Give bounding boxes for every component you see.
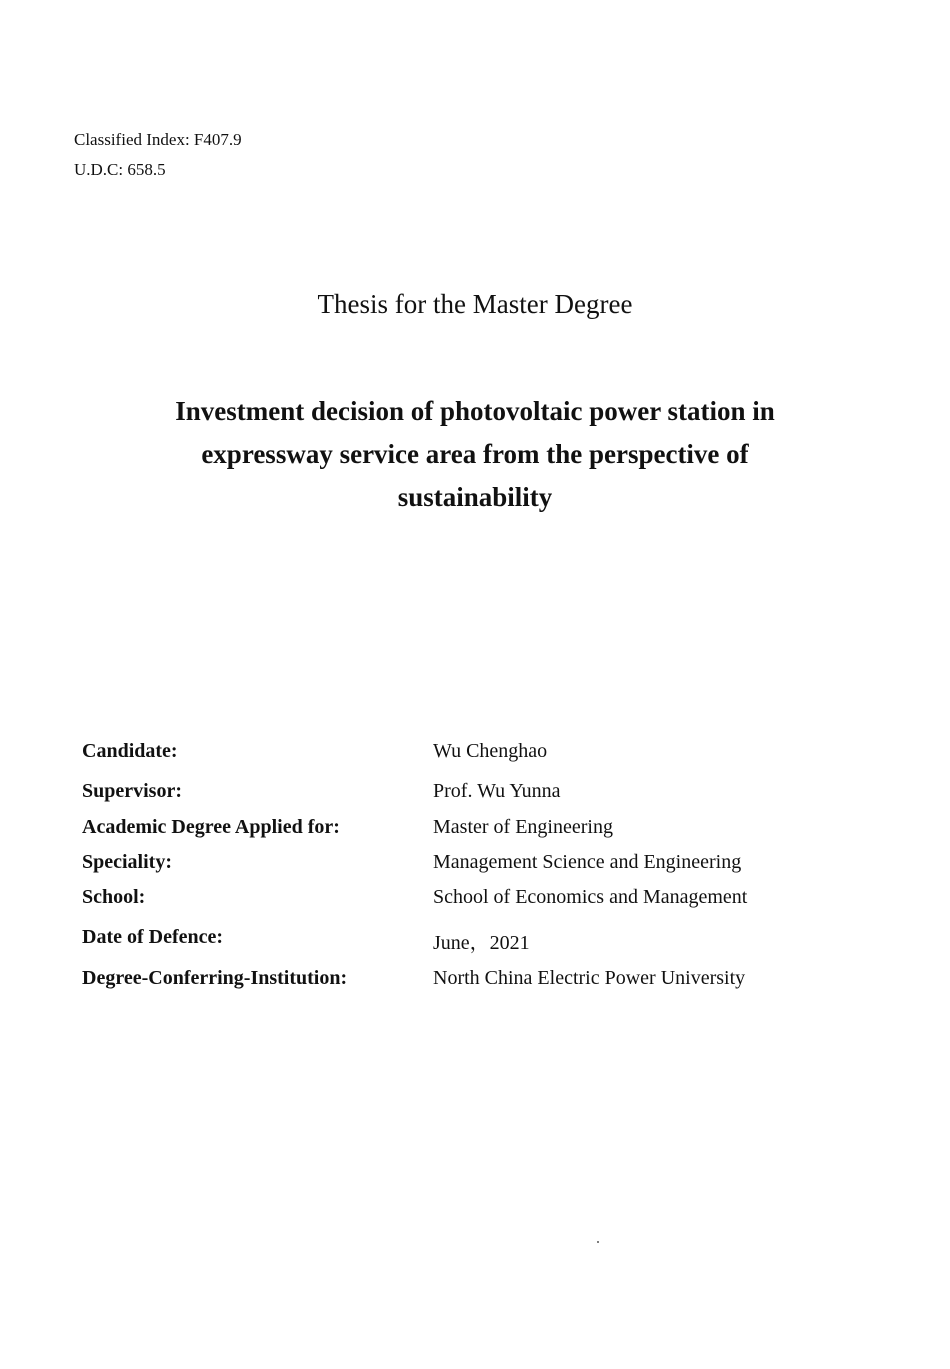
info-value: North China Electric Power University <box>433 967 746 989</box>
title-line: Investment decision of photovoltaic power station in <box>175 396 775 426</box>
info-value: Prof. Wu Yunna <box>433 780 561 802</box>
title-line: expressway service area from the perspective of <box>201 439 749 469</box>
info-label: Degree-Conferring-Institution: <box>82 967 348 989</box>
classified-index: Classified Index: F407.9 <box>74 130 242 149</box>
info-label: School: <box>82 886 146 908</box>
info-label: Speciality: <box>82 851 172 873</box>
info-label: Candidate: <box>82 740 178 762</box>
info-value: Management Science and Engineering <box>433 851 742 873</box>
info-value: June，2021 <box>433 932 530 954</box>
info-value: Master of Engineering <box>433 816 613 838</box>
title-line: sustainability <box>397 482 553 512</box>
thesis-title <box>100 390 850 519</box>
udc-code: U.D.C: 658.5 <box>74 160 166 179</box>
info-label: Academic Degree Applied for: <box>82 816 340 838</box>
degree-heading: Thesis for the Master Degree <box>317 289 633 319</box>
classification-block <box>74 125 242 185</box>
info-value: Wu Chenghao <box>433 740 548 762</box>
info-label: Date of Defence: <box>82 926 224 948</box>
scan-speck <box>597 1241 599 1243</box>
info-label: Supervisor: <box>82 780 182 802</box>
info-value: School of Economics and Management <box>433 886 748 908</box>
